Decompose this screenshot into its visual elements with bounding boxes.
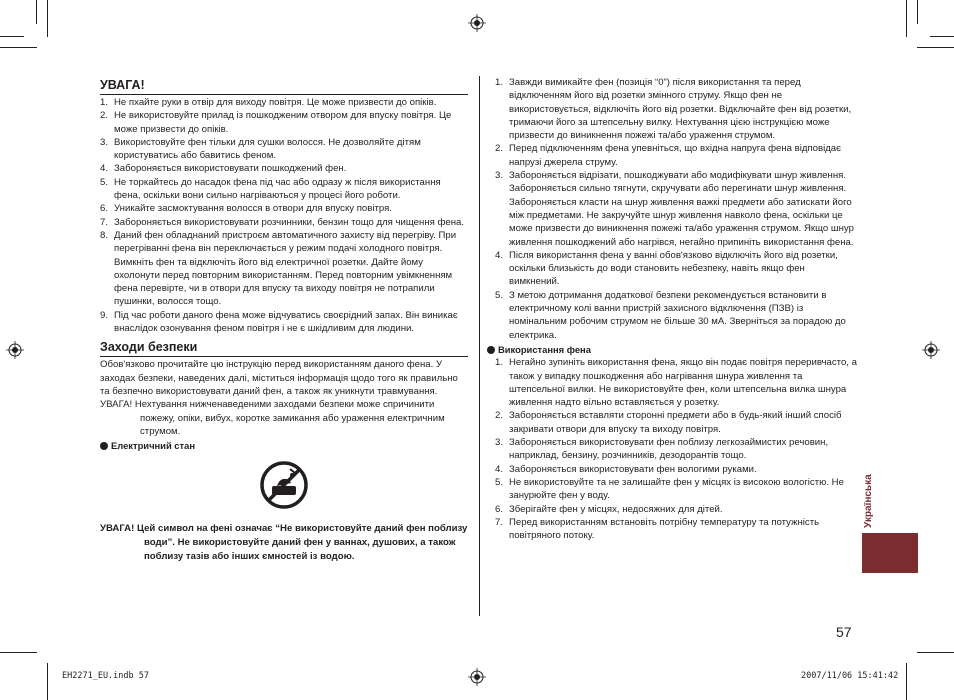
list-item: [495, 503, 857, 516]
slug-datetime: 2007/11/06 15:41:42: [801, 671, 899, 681]
right-column: [495, 76, 857, 542]
electric-heading: [100, 439, 468, 452]
crop-mark: [906, 663, 907, 700]
language-tab: [862, 533, 918, 573]
list-item: [100, 136, 468, 163]
list-item: [495, 436, 857, 463]
item-number: 4.: [495, 249, 504, 261]
list-item: [100, 109, 468, 136]
item-number: 6.: [100, 203, 109, 215]
no-water-use-icon: [259, 460, 309, 510]
bullet-icon: [100, 442, 108, 450]
crop-mark: [0, 36, 24, 37]
item-number: 1.: [495, 357, 504, 369]
crop-mark: [917, 0, 918, 24]
item-text: Під час роботи даного фена може відчуватись своєрідний запах. Він виникає внаслідок озонування феном повітря і не є шкідливим для людини.: [114, 309, 458, 335]
registration-mark-icon: [468, 668, 486, 686]
crop-mark: [917, 47, 954, 48]
item-text: Негайно зупиніть використання фена, якщо він подає повітря переривчасто, а також у випадку пошкодження або нагрівання шнура живлення та штепсельної вилки. Не використовуйте фен, коли штепсельна вилка шнура живлення надто вільно вставляється у розетку.: [509, 357, 857, 409]
item-text: Забороняється використовувати розчинники, бензин тощо для чищення фена.: [114, 216, 465, 228]
item-number: 5.: [100, 176, 109, 188]
usage-heading-label: Використання фена: [498, 343, 591, 355]
item-number: 2.: [100, 110, 109, 122]
registration-mark-icon: [922, 341, 940, 359]
list-item: [495, 142, 857, 169]
item-text: Не використовуйте та не залишайте фен у місцях із високою вологістю. Не занурюйте фен у воду.: [509, 476, 844, 502]
left-column: [100, 78, 468, 563]
item-number: 8.: [100, 229, 109, 241]
crop-mark: [917, 652, 954, 653]
usage-list: [495, 356, 857, 542]
item-text: Забороняється використовувати фен поблизу легкозаймистих речовин, наприклад, бензину, розчинників, дезодорантів тощо.: [509, 437, 829, 462]
item-text: Використовуйте фен тільки для сушки волосся. Не дозволяйте дітям користуватись або бавитись феном.: [114, 136, 421, 162]
item-text: Не пхайте руки в отвір для виходу повітря. Це може призвести до опіків.: [114, 97, 437, 108]
crop-mark: [0, 652, 37, 653]
item-number: 3.: [495, 170, 504, 182]
usage-heading: [487, 343, 857, 356]
item-text: Зберігайте фен у місцях, недосяжних для дітей.: [509, 503, 723, 515]
item-text: Перед використанням встановіть потрібну температуру та потужність повітряного потоку.: [509, 516, 820, 542]
item-number: 1.: [495, 77, 504, 88]
warning-heading: УВАГА!: [100, 78, 468, 95]
column-divider: [479, 76, 480, 616]
slug-file: EH2271_EU.indb 57: [62, 671, 149, 681]
list-item: [100, 176, 468, 203]
item-text: Забороняється використовувати пошкоджений фен.: [114, 163, 347, 175]
item-text: Не торкайтесь до насадок фена під час або одразу ж після використання фена, оскільки вони сильно нагріваються у процесі його роботи.: [114, 176, 441, 202]
item-text: Перед підключенням фена упевніться, що вхідна напруга фена відповідає напрузі джерела струму.: [509, 143, 842, 168]
page-number: 57: [836, 624, 852, 640]
item-number: 5.: [495, 476, 504, 488]
item-text: Забороняється відрізати, пошкоджувати або модифікувати шнур живлення. Забороняється сильно тягнути, скручувати або перегинати шнур живлення. Забороняється класти на шнур живлення важкі предмети або затискати його між предметами. Не закручуйте шнур живлення навколо фена, оскільки це може призвести до виникнення пожежі та/або ураження струмом. Якщо шнур живлення пошкоджений або нагрівся, негайно припиніть використання фена.: [509, 170, 854, 248]
crop-mark: [47, 663, 48, 700]
crop-mark: [906, 0, 907, 37]
item-text: Забороняється використовувати фен вологими руками.: [509, 463, 757, 475]
crop-mark: [0, 47, 37, 48]
crop-mark: [47, 0, 48, 37]
crop-mark: [930, 36, 954, 37]
item-text: З метою дотримання додаткової безпеки рекомендується встановити в електричному колі ванни пристрій захисного відключення (ПЗВ) із номінальним робочим струмом не більше 30 мА. Зверніться за порадою до електрика.: [509, 289, 846, 341]
list-item: [495, 463, 857, 476]
crop-mark: [36, 0, 37, 24]
item-number: 5.: [495, 289, 504, 301]
symbol-warning: УВАГА! Цей символ на фені означає “Не використовуйте даний фен поблизу води”. Не використовуйте даний фен у ваннах, душових, а також поблизу тазів або інших ємностей із водою.: [100, 523, 468, 562]
item-number: 3.: [100, 136, 109, 148]
list-item: [100, 202, 468, 215]
item-text: Даний фен обладнаний пристроєм автоматичного захисту від перегріву. При перегріванні фена він переключається у режим подачі холодного повітря. Вимкніть фен та відключіть його від електричної розетки. Дайте йому охолонути перед повторним використанням. Перед повторним увімкненням фена перевірте, чи в отвори для впуску та виходу повітря не потрапили пушинки, волосся тощо.: [114, 229, 457, 308]
list-item: [495, 76, 857, 142]
item-number: 7.: [495, 516, 504, 528]
safety-warning: УВАГА! Нехтування нижченаведеними заходами безпеки може спричинити пожежу, опіки, вибух, коротке замикання або ураження електричним струмом.: [100, 399, 445, 437]
item-number: 6.: [495, 503, 504, 515]
item-number: 2.: [495, 410, 504, 422]
safety-list: [495, 76, 857, 342]
list-item: [495, 356, 857, 409]
list-item: [495, 249, 857, 289]
list-item: [100, 309, 468, 336]
language-tab-label: Українська: [863, 474, 874, 528]
item-number: 7.: [100, 216, 109, 228]
item-number: 2.: [495, 143, 504, 155]
list-item: [100, 162, 468, 175]
item-number: 4.: [495, 463, 504, 475]
item-text: Не використовуйте прилад із пошкодженим отвором для впуску повітря. Це може призвести до опіків.: [114, 110, 452, 135]
item-text: Уникайте засмоктування волосся в отвори для впуску повітря.: [114, 203, 392, 215]
item-text: Після використання фена у ванні обов'язково відключіть його від розетки, оскільки близькість до води становить небезпеку, навіть якщо фен вимкнений.: [509, 249, 838, 288]
list-item: [100, 229, 468, 309]
list-item: [100, 216, 468, 229]
safety-heading: Заходи безпеки: [100, 340, 468, 357]
item-text: Завжди вимикайте фен (позиція “0”) після використання та перед відключенням його від розетки змінного струму. Якщо фен не використовується, відключіть його від розетки. Відключайте фен від розетки, тримаючи його за штепсельну вилку. Нехтування цією інструкцією може призвести до виникнення пожежі та/або ураження струмом.: [509, 77, 852, 142]
registration-mark-icon: [6, 341, 24, 359]
item-text: Забороняється вставляти сторонні предмети або в будь-який інший спосіб закривати отвори для впуску та виходу повітря.: [509, 410, 842, 435]
electric-heading-label: Електричний стан: [111, 440, 195, 452]
list-item: [495, 169, 857, 249]
list-item: [495, 516, 857, 543]
item-number: 3.: [495, 437, 504, 449]
list-item: [100, 96, 468, 109]
item-number: 1.: [100, 97, 109, 108]
item-number: 4.: [100, 163, 109, 175]
list-item: [495, 476, 857, 503]
registration-mark-icon: [468, 14, 486, 32]
item-number: 9.: [100, 309, 109, 321]
list-item: [495, 409, 857, 436]
bullet-icon: [487, 346, 495, 354]
warning-list: [100, 96, 468, 335]
list-item: [495, 289, 857, 342]
safety-intro: Обов'язково прочитайте цю інструкцію перед використанням даного фена. У заходах безпеки, наведених далі, міститься інформація щодо того як правильно та безпечно використовувати даний фен, а також як уникнути травмування.: [100, 359, 458, 397]
